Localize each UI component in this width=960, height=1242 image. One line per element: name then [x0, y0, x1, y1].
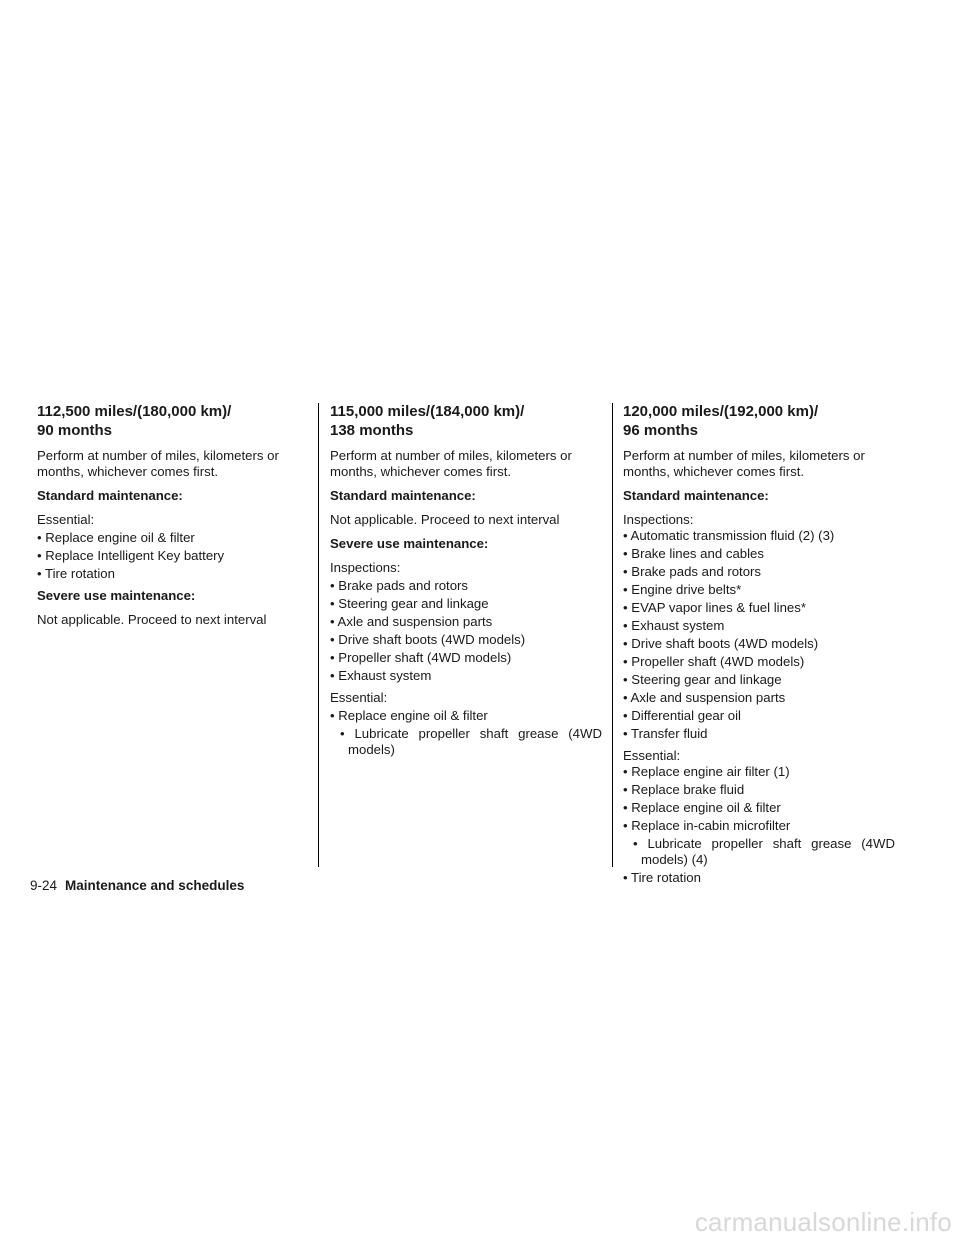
list-item: • Replace in-cabin microfilter [623, 818, 791, 833]
interval-120000-section [623, 402, 895, 892]
inspections-label: Inspections: [330, 560, 401, 575]
list-item [623, 836, 895, 868]
essential-list [330, 708, 602, 758]
essential-list [623, 764, 895, 886]
list-item: • Differential gear oil [623, 708, 741, 723]
essential-label: Essential: [330, 690, 388, 705]
list-item: • Steering gear and linkage [330, 596, 489, 611]
list-item: • Replace Intelligent Key battery [37, 548, 225, 563]
interval-112500-section [37, 402, 309, 636]
essential-list [37, 530, 309, 582]
standard-maintenance-label: Standard maintenance: [37, 488, 183, 503]
list-item: • Axle and suspension parts [623, 690, 786, 705]
watermark: carmanualsonline.info [694, 1207, 952, 1237]
list-item: • Replace engine oil & filter [37, 530, 195, 545]
list-item: • Steering gear and linkage [623, 672, 782, 687]
interval-heading [37, 402, 309, 440]
page-number: 9-24 [30, 878, 58, 893]
interval-heading [623, 402, 895, 440]
list-item: • Brake pads and rotors [623, 564, 762, 579]
lubricate-line: • Lubricate propeller shaft grease (4WD [340, 726, 602, 741]
list-item: • Brake pads and rotors [330, 578, 469, 593]
list-item [330, 726, 602, 758]
list-item: • Tire rotation [37, 566, 115, 581]
heading-line: 120,000 miles/(192,000 km)/ [623, 403, 819, 420]
list-item: • Drive shaft boots (4WD models) [623, 636, 819, 651]
intro-line: months, whichever comes first. [37, 464, 219, 479]
intro-line: Perform at number of miles, kilometers or [37, 448, 279, 463]
intro-text [37, 448, 309, 480]
column-divider [612, 403, 613, 867]
list-item: • Replace engine oil & filter [330, 708, 488, 723]
severe-maintenance-label: Severe use maintenance: [330, 536, 489, 551]
interval-heading [330, 402, 602, 440]
heading-line: 112,500 miles/(180,000 km)/ [37, 403, 232, 420]
heading-line: 90 months [37, 422, 113, 439]
intro-line: months, whichever comes first. [623, 464, 805, 479]
essential-label: Essential: [37, 512, 95, 527]
intro-line: Perform at number of miles, kilometers or [623, 448, 865, 463]
list-item: • Brake lines and cables [623, 546, 764, 561]
list-item: • EVAP vapor lines & fuel lines* [623, 600, 806, 615]
list-item: • Replace brake fluid [623, 782, 745, 797]
list-item: • Exhaust system [330, 668, 432, 683]
lubricate-line: models) (4) [641, 852, 708, 867]
list-item: • Tire rotation [623, 870, 701, 885]
interval-115000-section [330, 402, 602, 764]
standard-maintenance-label: Standard maintenance: [330, 488, 476, 503]
heading-line: 115,000 miles/(184,000 km)/ [330, 403, 525, 420]
intro-line: Perform at number of miles, kilometers or [330, 448, 572, 463]
list-item: • Transfer fluid [623, 726, 708, 741]
list-item: • Exhaust system [623, 618, 725, 633]
list-item: • Engine drive belts* [623, 582, 742, 597]
lubricate-line: models) [348, 742, 395, 757]
lubricate-line: • Lubricate propeller shaft grease (4WD [633, 836, 895, 851]
column-divider [318, 403, 319, 867]
essential-label: Essential: [623, 748, 681, 763]
list-item: • Propeller shaft (4WD models) [623, 654, 805, 669]
standard-maintenance-label: Standard maintenance: [623, 488, 769, 503]
heading-line: 138 months [330, 422, 414, 439]
list-item: • Propeller shaft (4WD models) [330, 650, 512, 665]
standard-text: Not applicable. Proceed to next interval [330, 512, 560, 527]
severe-maintenance-label: Severe use maintenance: [37, 588, 196, 603]
intro-line: months, whichever comes first. [330, 464, 512, 479]
section-title: Maintenance and schedules [65, 878, 245, 893]
inspections-list [330, 578, 602, 684]
page-footer [30, 878, 244, 894]
intro-text [623, 448, 895, 480]
heading-line: 96 months [623, 422, 699, 439]
inspections-label: Inspections: [623, 512, 694, 527]
list-item: • Axle and suspension parts [330, 614, 493, 629]
intro-text [330, 448, 602, 480]
list-item: • Replace engine oil & filter [623, 800, 781, 815]
severe-text: Not applicable. Proceed to next interval [37, 612, 267, 627]
inspections-list [623, 528, 895, 742]
list-item: • Automatic transmission fluid (2) (3) [623, 528, 835, 543]
list-item: • Replace engine air filter (1) [623, 764, 790, 779]
list-item: • Drive shaft boots (4WD models) [330, 632, 526, 647]
